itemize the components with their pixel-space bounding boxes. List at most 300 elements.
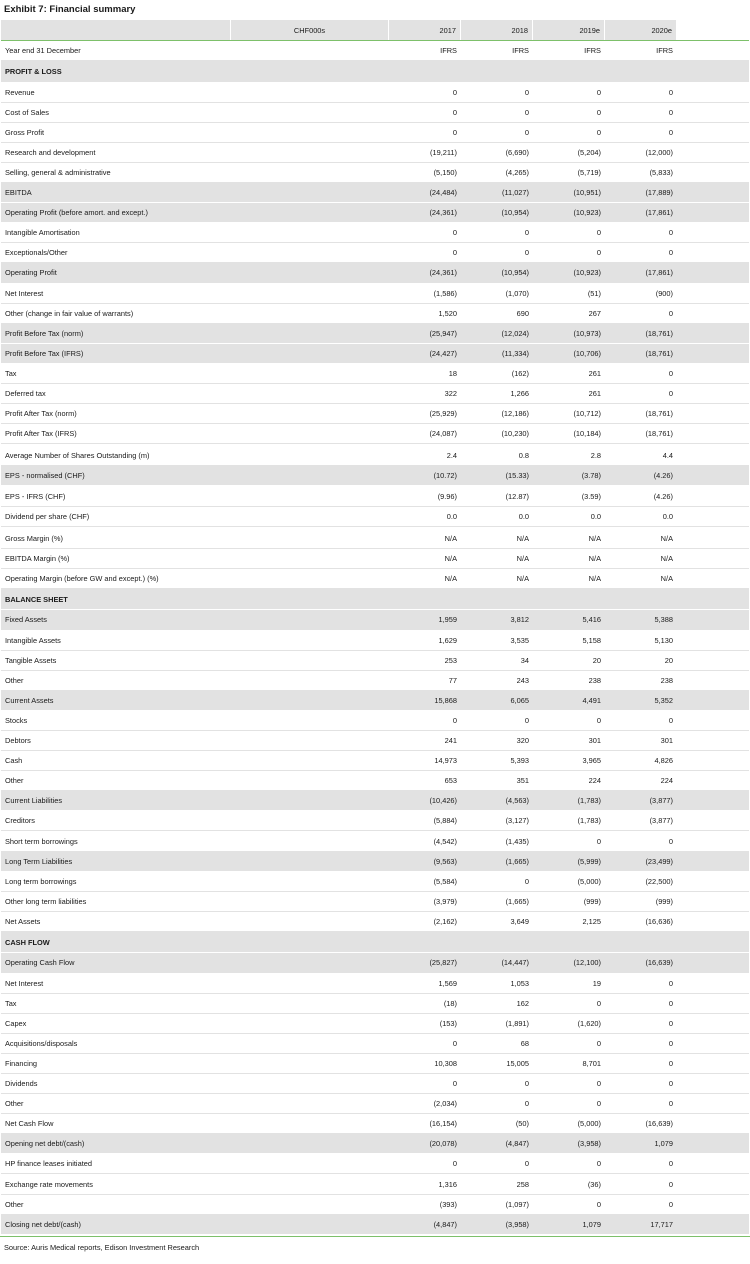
value-cell: (10,954) — [501, 268, 529, 278]
value-cell: 0.0 — [662, 511, 673, 521]
value-cell: 0.0 — [590, 511, 601, 521]
value-cell: (3,127) — [505, 816, 529, 826]
value-cell: 0 — [452, 1159, 457, 1169]
value-cell: (24,361) — [429, 268, 457, 278]
value-cell: (12.87) — [505, 491, 529, 501]
value-cell: 0 — [668, 1099, 673, 1109]
value-cell: (12,100) — [573, 958, 601, 968]
value-cell: (1,891) — [505, 1018, 529, 1028]
table-body — [1, 61, 749, 1235]
table-row — [1, 324, 749, 344]
row-label: Cost of Sales — [5, 107, 49, 117]
value-cell: 0 — [668, 308, 673, 318]
row-label: Debtors — [5, 736, 31, 746]
row-label: Other — [5, 675, 24, 685]
value-cell: (10,184) — [573, 429, 601, 439]
value-cell: 0 — [596, 1099, 601, 1109]
row-label: Tax — [5, 368, 17, 378]
value-cell: (10,923) — [573, 208, 601, 218]
value-cell: (10.72) — [433, 471, 457, 481]
value-cell: 0 — [596, 1079, 601, 1089]
table-row — [1, 892, 749, 912]
table-row — [1, 1134, 749, 1154]
value-cell: N/A — [516, 533, 529, 543]
value-cell: 0 — [668, 1179, 673, 1189]
row-label: Cash — [5, 756, 23, 766]
table-row — [1, 466, 749, 486]
table-row — [1, 203, 749, 223]
value-cell: (1,435) — [505, 836, 529, 846]
value-cell: N/A — [660, 553, 673, 563]
value-cell: 2.8 — [590, 451, 601, 461]
value-cell: (51) — [587, 288, 601, 298]
section-title: BALANCE SHEET — [5, 594, 68, 604]
table-row — [1, 1114, 749, 1134]
table-row — [1, 1154, 749, 1174]
table-row — [1, 507, 749, 527]
table-row — [1, 791, 749, 811]
value-cell: 0 — [668, 998, 673, 1008]
value-cell: 15,868 — [434, 695, 457, 705]
value-cell: N/A — [588, 553, 601, 563]
value-cell: (16,639) — [645, 958, 673, 968]
value-cell: 0 — [524, 1099, 529, 1109]
value-cell: 0 — [596, 998, 601, 1008]
subheader-label: Year end 31 December — [5, 46, 81, 56]
value-cell: 690 — [516, 308, 529, 318]
header-unit: CHF000s — [231, 20, 389, 40]
value-cell: 224 — [588, 776, 601, 786]
value-cell: (5,999) — [577, 856, 601, 866]
value-cell: 238 — [588, 675, 601, 685]
row-label: Other — [5, 1199, 24, 1209]
value-cell: 0 — [524, 87, 529, 97]
row-label: EPS - normalised (CHF) — [5, 471, 85, 481]
value-cell: (999) — [655, 896, 673, 906]
table-row — [1, 1034, 749, 1054]
value-cell: (14,447) — [501, 958, 529, 968]
table-row — [1, 364, 749, 384]
value-cell: 0 — [452, 127, 457, 137]
value-cell: N/A — [516, 553, 529, 563]
row-label: Other (change in fair value of warrants) — [5, 308, 134, 318]
value-cell: 0 — [668, 389, 673, 399]
value-cell: (25,827) — [429, 958, 457, 968]
row-label: Other — [5, 776, 24, 786]
value-cell: (1,665) — [505, 896, 529, 906]
value-cell: (153) — [439, 1018, 457, 1028]
value-cell: 267 — [588, 308, 601, 318]
value-cell: 0 — [452, 1038, 457, 1048]
value-cell: (22,500) — [645, 876, 673, 886]
value-cell: 0 — [668, 1199, 673, 1209]
row-label: Operating Margin (before GW and except.) (%) — [5, 573, 159, 583]
section-title: PROFIT & LOSS — [5, 66, 62, 76]
value-cell: 0 — [668, 1159, 673, 1169]
table-row — [1, 83, 749, 103]
value-cell: (10,712) — [573, 409, 601, 419]
table-row — [1, 529, 749, 549]
table-row — [1, 691, 749, 711]
table-row — [1, 223, 749, 243]
subheader-row — [1, 41, 749, 61]
value-cell: 3,649 — [510, 916, 529, 926]
value-cell: 0 — [596, 87, 601, 97]
table-row — [1, 569, 749, 589]
value-cell: 5,393 — [510, 756, 529, 766]
subheader-value: IFRS — [584, 46, 601, 56]
value-cell: (1,586) — [433, 288, 457, 298]
value-cell: (16,154) — [429, 1119, 457, 1129]
value-cell: (24,087) — [429, 429, 457, 439]
value-cell: (3,958) — [577, 1139, 601, 1149]
row-label: Profit After Tax (IFRS) — [5, 429, 77, 439]
value-cell: 77 — [448, 675, 457, 685]
table-row — [1, 549, 749, 569]
value-cell: N/A — [444, 553, 457, 563]
value-cell: 0 — [452, 1079, 457, 1089]
row-label: EBITDA — [5, 188, 32, 198]
value-cell: 0 — [524, 228, 529, 238]
value-cell: (1,665) — [505, 856, 529, 866]
value-cell: 0 — [452, 87, 457, 97]
table-row — [1, 994, 749, 1014]
value-cell: (900) — [655, 288, 673, 298]
row-label: Tax — [5, 998, 17, 1008]
value-cell: 0 — [452, 715, 457, 725]
value-cell: 0 — [668, 1058, 673, 1068]
value-cell: 2,125 — [582, 916, 601, 926]
value-cell: (18,761) — [645, 409, 673, 419]
subheader-value: IFRS — [656, 46, 673, 56]
value-cell: 0 — [596, 836, 601, 846]
section-header — [1, 61, 749, 83]
table-row — [1, 751, 749, 771]
section-header — [1, 589, 749, 611]
row-label: Long Term Liabilities — [5, 856, 73, 866]
value-cell: 0 — [596, 1159, 601, 1169]
table-row — [1, 344, 749, 364]
value-cell: 238 — [660, 675, 673, 685]
value-cell: 0 — [524, 1079, 529, 1089]
value-cell: (6,690) — [505, 147, 529, 157]
value-cell: (20,078) — [429, 1139, 457, 1149]
row-label: Closing net debt/(cash) — [5, 1219, 81, 1229]
table-row — [1, 974, 749, 994]
value-cell: 0 — [524, 107, 529, 117]
row-label: EPS - IFRS (CHF) — [5, 491, 66, 501]
value-cell: (5,884) — [433, 816, 457, 826]
value-cell: 1,079 — [582, 1219, 601, 1229]
value-cell: (11,334) — [502, 348, 529, 358]
value-cell: (5,833) — [649, 168, 673, 178]
value-cell: 0 — [668, 87, 673, 97]
value-cell: (3.59) — [581, 491, 601, 501]
row-label: Profit Before Tax (norm) — [5, 328, 84, 338]
row-label: Long term borrowings — [5, 876, 77, 886]
value-cell: (18) — [443, 998, 457, 1008]
value-cell: 0 — [668, 228, 673, 238]
table-row — [1, 1014, 749, 1034]
value-cell: 1,959 — [438, 615, 457, 625]
value-cell: N/A — [444, 533, 457, 543]
value-cell: 17,717 — [650, 1219, 673, 1229]
value-cell: 0 — [452, 107, 457, 117]
value-cell: 18 — [448, 368, 457, 378]
row-label: Stocks — [5, 715, 28, 725]
source-note: Source: Auris Medical reports, Edison Investment Research — [0, 1236, 750, 1259]
value-cell: 5,158 — [582, 635, 601, 645]
value-cell: 20 — [664, 655, 673, 665]
table-row — [1, 1054, 749, 1074]
value-cell: 0 — [668, 248, 673, 258]
row-label: Current Assets — [5, 695, 54, 705]
subheader-value: IFRS — [512, 46, 529, 56]
value-cell: 0 — [452, 228, 457, 238]
row-label: Current Liabilities — [5, 796, 63, 806]
value-cell: 0 — [668, 107, 673, 117]
table-row — [1, 163, 749, 183]
table-row — [1, 671, 749, 691]
value-cell: (12,186) — [501, 409, 529, 419]
value-cell: 162 — [516, 998, 529, 1008]
header-blank-cell — [1, 20, 231, 40]
row-label: Deferred tax — [5, 389, 46, 399]
value-cell: 6,065 — [510, 695, 529, 705]
table-row — [1, 486, 749, 506]
value-cell: (3,877) — [649, 796, 673, 806]
value-cell: (1,097) — [505, 1199, 529, 1209]
value-cell: 4,826 — [654, 756, 673, 766]
value-cell: 5,416 — [582, 615, 601, 625]
value-cell: 253 — [444, 655, 457, 665]
table-row — [1, 404, 749, 424]
row-label: Other — [5, 1099, 24, 1109]
row-label: Dividends — [5, 1079, 38, 1089]
row-label: Gross Margin (%) — [5, 533, 63, 543]
table-row — [1, 771, 749, 791]
value-cell: (10,951) — [573, 188, 601, 198]
value-cell: (11,027) — [502, 188, 529, 198]
value-cell: 0 — [668, 715, 673, 725]
value-cell: (12,000) — [645, 147, 673, 157]
value-cell: 1,079 — [654, 1139, 673, 1149]
value-cell: (23,499) — [645, 856, 673, 866]
header-year-2017: 2017 — [389, 20, 461, 40]
value-cell: 0 — [668, 1038, 673, 1048]
value-cell: 301 — [588, 736, 601, 746]
row-label: Profit Before Tax (IFRS) — [5, 348, 84, 358]
header-year-2020e: 2020e — [605, 20, 677, 40]
value-cell: 68 — [520, 1038, 529, 1048]
value-cell: 10,308 — [434, 1058, 457, 1068]
row-label: Operating Profit (before amort. and except.) — [5, 208, 148, 218]
value-cell: (3.78) — [581, 471, 601, 481]
row-label: Fixed Assets — [5, 615, 47, 625]
value-cell: (16,636) — [645, 916, 673, 926]
value-cell: (3,958) — [505, 1219, 529, 1229]
value-cell: (10,923) — [573, 268, 601, 278]
value-cell: (4,847) — [433, 1219, 457, 1229]
value-cell: (16,639) — [645, 1119, 673, 1129]
value-cell: (393) — [439, 1199, 457, 1209]
value-cell: (17,861) — [645, 208, 673, 218]
value-cell: 243 — [516, 675, 529, 685]
section-header — [1, 932, 749, 954]
value-cell: 1,629 — [438, 635, 457, 645]
value-cell: 224 — [660, 776, 673, 786]
value-cell: 3,965 — [582, 756, 601, 766]
value-cell: 0.0 — [446, 511, 457, 521]
value-cell: 15,005 — [506, 1058, 529, 1068]
exhibit-title: Exhibit 7: Financial summary — [4, 4, 136, 15]
table-row — [1, 384, 749, 404]
row-label: Net Interest — [5, 288, 44, 298]
section-title: CASH FLOW — [5, 937, 50, 947]
table-row — [1, 263, 749, 283]
value-cell: 0 — [452, 248, 457, 258]
value-cell: (5,150) — [433, 168, 457, 178]
value-cell: 3,535 — [510, 635, 529, 645]
value-cell: 320 — [516, 736, 529, 746]
value-cell: (9,563) — [433, 856, 457, 866]
row-label: Research and development — [5, 147, 96, 157]
table-row — [1, 651, 749, 671]
value-cell: (10,706) — [573, 348, 601, 358]
value-cell: 0 — [596, 1038, 601, 1048]
row-label: Average Number of Shares Outstanding (m) — [5, 451, 150, 461]
value-cell: 0 — [596, 248, 601, 258]
table-row — [1, 953, 749, 973]
value-cell: 0 — [596, 127, 601, 137]
value-cell: (24,361) — [429, 208, 457, 218]
table-row — [1, 243, 749, 263]
value-cell: (10,426) — [429, 796, 457, 806]
value-cell: 1,053 — [510, 978, 529, 988]
table-header-row — [1, 20, 749, 41]
value-cell: (1,783) — [577, 796, 601, 806]
value-cell: 20 — [592, 655, 601, 665]
table-row — [1, 1074, 749, 1094]
value-cell: (10,230) — [501, 429, 529, 439]
value-cell: 0 — [596, 228, 601, 238]
row-label: Net Cash Flow — [5, 1119, 54, 1129]
table-row — [1, 872, 749, 892]
value-cell: 0 — [524, 715, 529, 725]
value-cell: 1,520 — [438, 308, 457, 318]
table-row — [1, 123, 749, 143]
table-row — [1, 631, 749, 651]
value-cell: N/A — [588, 573, 601, 583]
row-label: Capex — [5, 1018, 27, 1028]
value-cell: (1,070) — [505, 288, 529, 298]
table-row — [1, 183, 749, 203]
value-cell: (5,584) — [433, 876, 457, 886]
row-label: Operating Profit — [5, 268, 57, 278]
value-cell: N/A — [588, 533, 601, 543]
table-row — [1, 1094, 749, 1114]
value-cell: (5,000) — [577, 1119, 601, 1129]
value-cell: 0 — [524, 1159, 529, 1169]
value-cell: 0 — [596, 715, 601, 725]
value-cell: 8,701 — [582, 1058, 601, 1068]
value-cell: N/A — [444, 573, 457, 583]
value-cell: (9.96) — [437, 491, 457, 501]
value-cell: (24,427) — [429, 348, 457, 358]
subheader-value: IFRS — [440, 46, 457, 56]
row-label: HP finance leases initiated — [5, 1159, 92, 1169]
value-cell: N/A — [660, 573, 673, 583]
value-cell: 0 — [668, 368, 673, 378]
value-cell: (4,563) — [505, 796, 529, 806]
value-cell: (5,204) — [577, 147, 601, 157]
value-cell: 1,316 — [438, 1179, 457, 1189]
value-cell: (36) — [587, 1179, 601, 1189]
value-cell: (25,947) — [429, 328, 457, 338]
value-cell: 5,130 — [654, 635, 673, 645]
table-row — [1, 1174, 749, 1194]
table-row — [1, 424, 749, 444]
row-label: Revenue — [5, 87, 35, 97]
value-cell: (4,847) — [505, 1139, 529, 1149]
value-cell: 301 — [660, 736, 673, 746]
row-label: Intangible Amortisation — [5, 228, 80, 238]
value-cell: (4,542) — [433, 836, 457, 846]
value-cell: 0 — [668, 978, 673, 988]
value-cell: 653 — [444, 776, 457, 786]
value-cell: N/A — [516, 573, 529, 583]
row-label: Dividend per share (CHF) — [5, 511, 90, 521]
value-cell: (19,211) — [430, 147, 457, 157]
table-row — [1, 831, 749, 851]
value-cell: (17,889) — [645, 188, 673, 198]
value-cell: 0 — [668, 836, 673, 846]
value-cell: 1,569 — [438, 978, 457, 988]
table-row — [1, 610, 749, 630]
value-cell: (24,484) — [429, 188, 457, 198]
value-cell: 0 — [668, 1079, 673, 1089]
row-label: Selling, general & administrative — [5, 168, 111, 178]
value-cell: (4,265) — [505, 168, 529, 178]
value-cell: 261 — [588, 368, 601, 378]
table-row — [1, 912, 749, 932]
row-label: Acquisitions/disposals — [5, 1038, 78, 1048]
row-label: Short term borrowings — [5, 836, 78, 846]
value-cell: 1,266 — [510, 389, 529, 399]
value-cell: 0.0 — [518, 511, 529, 521]
value-cell: 258 — [516, 1179, 529, 1189]
value-cell: (10,973) — [573, 328, 601, 338]
table-row — [1, 1195, 749, 1215]
table-row — [1, 304, 749, 324]
value-cell: (10,954) — [501, 208, 529, 218]
row-label: Financing — [5, 1058, 38, 1068]
value-cell: 241 — [444, 736, 457, 746]
value-cell: 5,352 — [654, 695, 673, 705]
value-cell: (5,719) — [577, 168, 601, 178]
row-label: Creditors — [5, 816, 35, 826]
value-cell: (25,929) — [429, 409, 457, 419]
value-cell: 0 — [668, 1018, 673, 1028]
value-cell: (50) — [515, 1119, 529, 1129]
row-label: Profit After Tax (norm) — [5, 409, 77, 419]
row-label: Gross Profit — [5, 127, 45, 137]
value-cell: (15.33) — [505, 471, 529, 481]
value-cell: (18,761) — [645, 429, 673, 439]
row-label: Intangible Assets — [5, 635, 61, 645]
row-label: Exceptionals/Other — [5, 248, 68, 258]
value-cell: 261 — [588, 389, 601, 399]
